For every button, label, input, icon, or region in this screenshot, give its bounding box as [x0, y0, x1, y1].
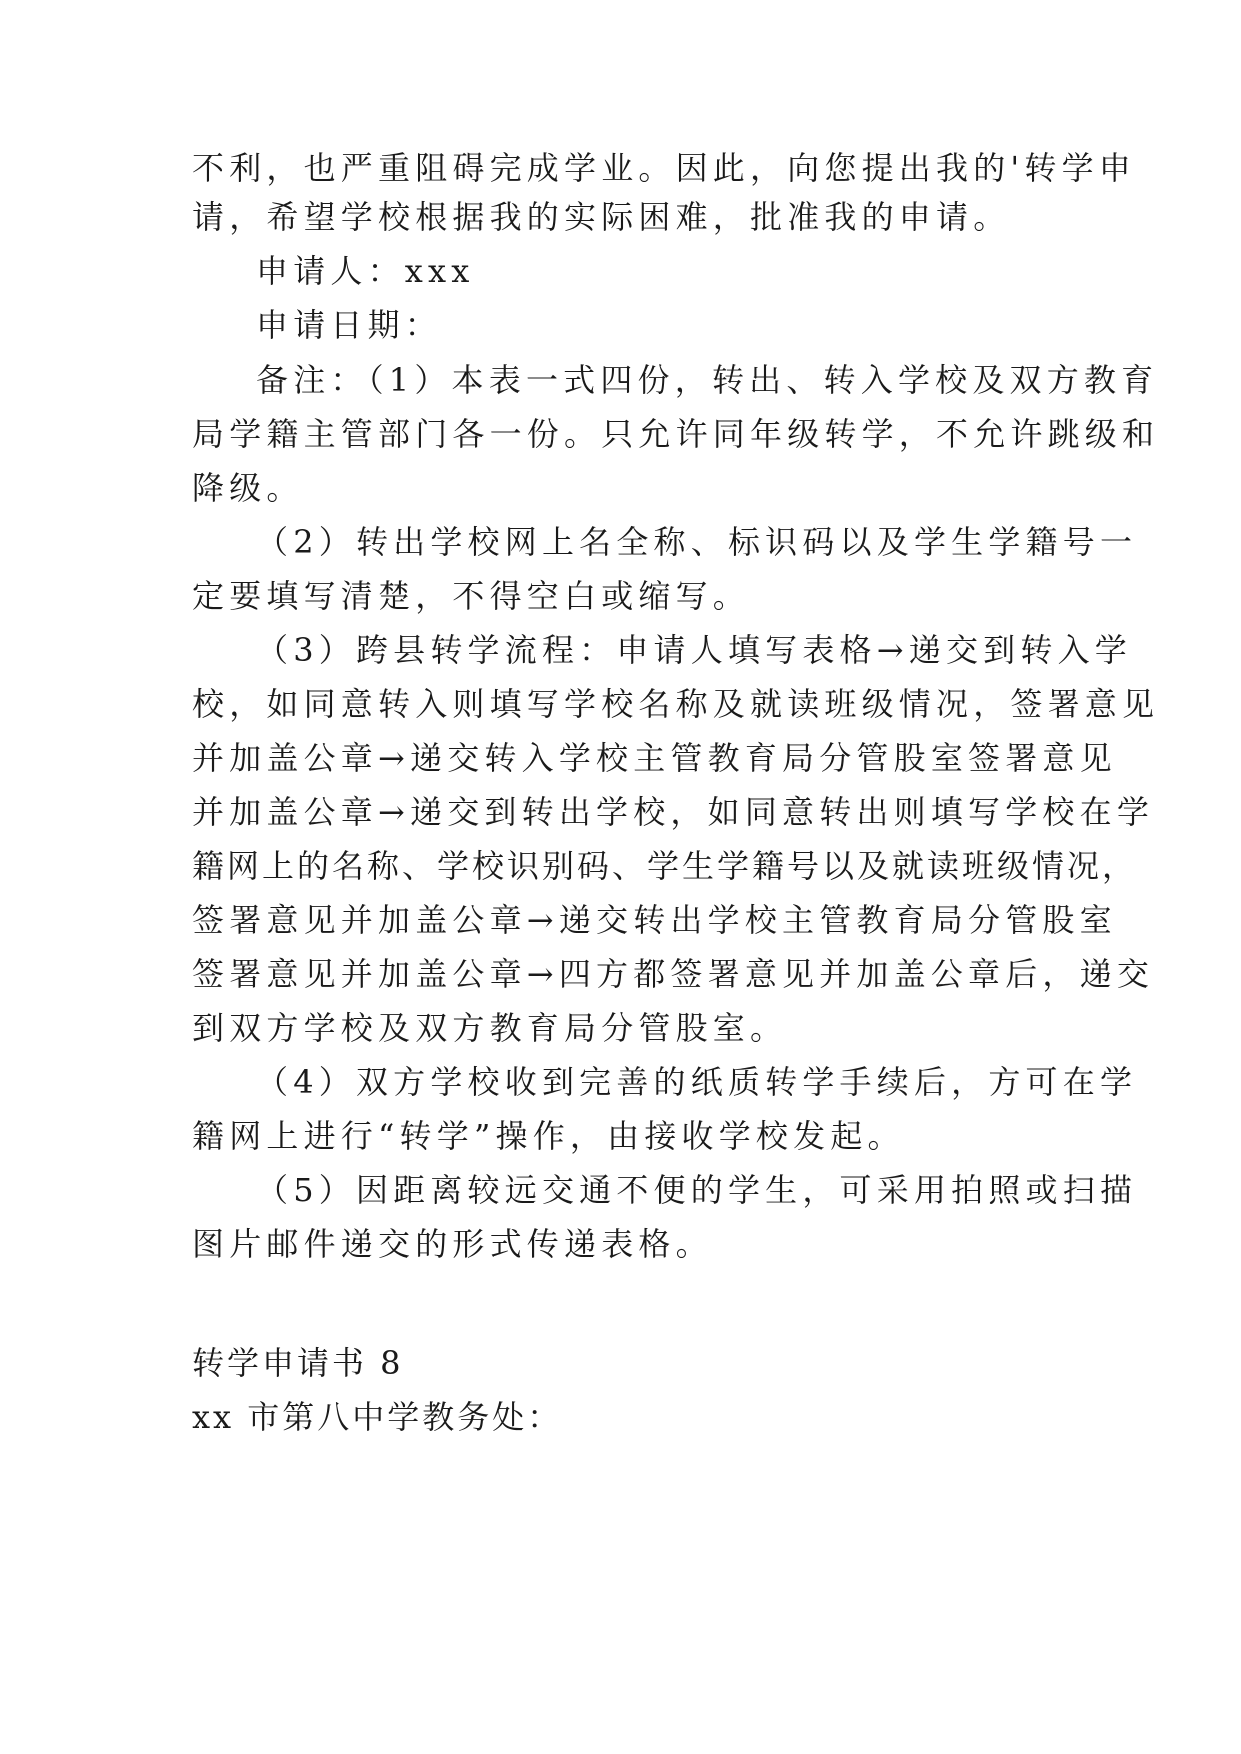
- note-line: （3）跨县转学流程：申请人填写表格→递交到转入学: [256, 631, 1132, 669]
- note-line: 备注：（1）本表一式四份，转出、转入学校及双方教育: [256, 361, 1159, 399]
- note-line: 到双方学校及双方教育局分管股室。: [192, 1009, 788, 1047]
- note-line: 降级。: [192, 469, 304, 507]
- note-line: 图片邮件递交的形式传递表格。: [192, 1225, 713, 1263]
- note-line: （2）转出学校网上名全称、标识码以及学生学籍号一: [256, 523, 1138, 561]
- note-line: 籍网上的名称、学校识别码、学生学籍号以及就读班级情况，: [192, 847, 1138, 885]
- applicant-line: 申请人：xxx: [256, 252, 475, 290]
- next-document-salutation: xx 市第八中学教务处：: [192, 1398, 563, 1436]
- note-line: 签署意见并加盖公章→递交转出学校主管教育局分管股室: [192, 901, 1117, 939]
- next-document-title: 转学申请书 8: [192, 1344, 404, 1382]
- note-line: 并加盖公章→递交到转出学校，如同意转出则填写学校在学: [192, 793, 1155, 831]
- note-line: 校，如同意转入则填写学校名称及就读班级情况，签署意见: [192, 685, 1160, 723]
- note-line: （4）双方学校收到完善的纸质转学手续后，方可在学: [256, 1063, 1138, 1101]
- note-line: 并加盖公章→递交转入学校主管教育局分管股室签署意见: [192, 739, 1117, 777]
- note-line: 定要填写清楚，不得空白或缩写。: [192, 577, 751, 615]
- note-line: 籍网上进行“转学”操作，由接收学校发起。: [192, 1117, 905, 1155]
- paragraph-line: 不利，也严重阻碍完成学业。因此，向您提出我的'转学申: [192, 149, 1136, 187]
- application-date-line: 申请日期：: [256, 306, 443, 344]
- note-line: 局学籍主管部门各一份。只允许同年级转学，不允许跳级和: [192, 415, 1160, 453]
- note-line: 签署意见并加盖公章→四方都签署意见并加盖公章后，递交: [192, 955, 1155, 993]
- paragraph-line: 请，希望学校根据我的实际困难，批准我的申请。: [192, 198, 1011, 236]
- note-line: （5）因距离较远交通不便的学生，可采用拍照或扫描: [256, 1171, 1138, 1209]
